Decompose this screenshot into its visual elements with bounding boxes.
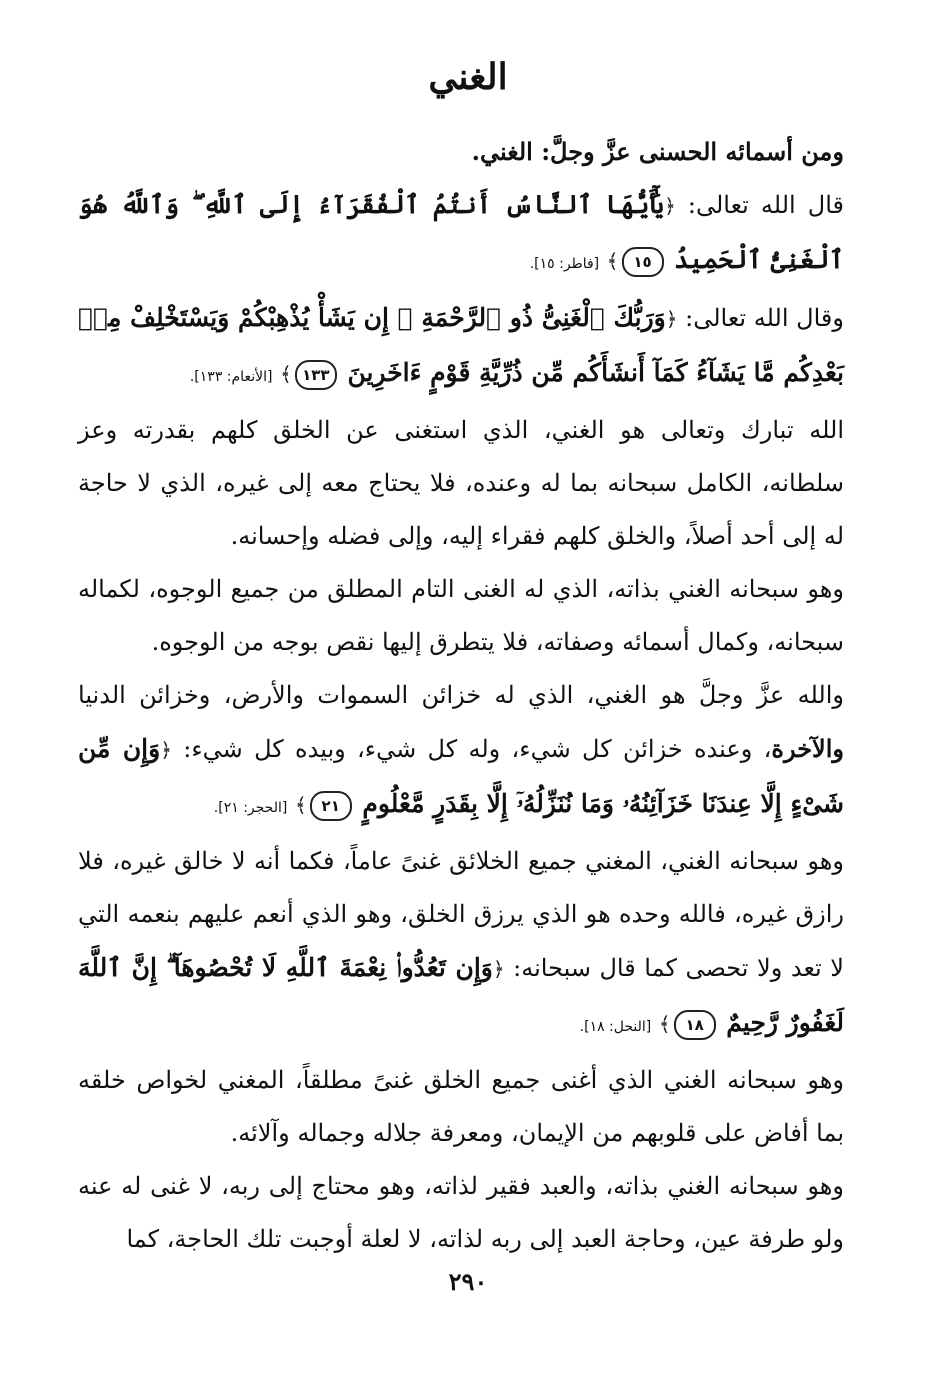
verse-number-badge: ١٣٣: [295, 360, 337, 390]
verse-number-badge: ١٥: [622, 247, 664, 277]
quote-fatir: [78, 178, 844, 291]
verse-reference: [فاطر: ١٥].: [529, 256, 600, 272]
paragraph-text: والله عزَّ وجلَّ هو الغني، الذي له خزائن السموات والأرض، وخزائن الدنيا: [78, 681, 844, 709]
page-number: ٢٩٠: [448, 1267, 488, 1296]
paragraph-1: الله تبارك وتعالى هو الغني، الذي استغنى عن الخلق كلهم بقدرته وعز سلطانه، الكامل سبحانه بما له وعنده، فلا يحتاج معه إلى غيره، الذي لا حاجة له إلى أحد أصلاً، والخلق كلهم فقراء إليه، وإلى فضله وإحسانه.: [78, 416, 844, 550]
ornate-bracket-open: ﴿: [160, 738, 172, 762]
paragraph-text: ، وعنده خزائن كل شيء، وله كل شيء، وبيده كل شيء:: [183, 735, 772, 763]
quran-verse: وَإِن تَعُدُّوا۟ نِعْمَةَ ٱللَّهِ لَا تُحْصُوهَآ ۗ إِنَّ ٱللَّهَ لَغَفُورٌ رَّحِيمٌ: [78, 953, 844, 1037]
ornate-bracket-open: ﴿: [492, 957, 505, 981]
bold-word: والآخرة: [771, 734, 844, 763]
quote-anam: [78, 291, 844, 404]
verse-reference: [النحل: ١٨].: [579, 1019, 652, 1035]
verse-number-badge: ٢١: [310, 791, 352, 821]
quote-lead: قال الله تعالى:: [687, 191, 844, 219]
intro-line: ومن أسمائه الحسنى عزَّ وجلَّ: الغني.: [471, 137, 844, 166]
verse-reference: [الحجر: ٢١].: [213, 800, 288, 816]
quran-verse: يَٰٓأَيُّهَا ٱلنَّاسُ أَنتُمُ ٱلْفُقَرَآءُ إِلَى ٱللَّهِ ۖ وَٱللَّهُ هُوَ ٱلْغَنِىُّ ٱلْحَمِيدُ: [78, 190, 844, 274]
ornate-bracket-close: ﴾: [280, 362, 292, 386]
paragraph-2: وهو سبحانه الغني بذاته، الذي له الغنى التام المطلق من جميع الوجوه، لكماله سبحانه، وكمال أسمائه وصفاته، فلا يتطرق إليها نقص بوجه من الوجوه.: [78, 575, 844, 656]
paragraph-text: وهو سبحانه الغني، المغني جميع الخلائق غنىً عاماً، فكما أنه لا خالق غيره، فلا رازق غيره، فالله وحده هو الذي يرزق الخلق، وهو الذي أنعم عليهم بنعمه التي لا تعد ولا تحصى كما قال سبحانه:: [78, 847, 845, 982]
ornate-bracket-open: ﴿: [665, 307, 678, 331]
ornate-bracket-open: ﴿: [664, 194, 676, 218]
paragraph-4: [78, 835, 844, 1054]
paragraph-5: وهو سبحانه الغني الذي أغنى جميع الخلق غنىً مطلقاً، المغني لخواص خلقه بما أفاض على قلوبهم من الإيمان، ومعرفة جلاله وجماله وآلائه.: [78, 1066, 844, 1147]
page-body: [78, 125, 844, 1266]
paragraph-6: وهو سبحانه الغني بذاته، والعبد فقير لذاته، وهو محتاج إلى ربه، لا غنى له عنه ولو طرفة عين، وحاجة العبد إلى ربه لذاته، لا لعلة أوجبت تلك الحاجة، كما: [78, 1172, 844, 1253]
quran-verse: وَإِن مِّن شَىْءٍ إِلَّا عِندَنَا خَزَآئِنُهُۥ وَمَا نُنَزِّلُهُۥٓ إِلَّا بِقَدَرٍ مَّعْلُومٍ: [78, 734, 844, 818]
paragraph-3: [78, 669, 844, 835]
ornate-bracket-close: ﴾: [294, 793, 307, 817]
quran-verse: وَرَبُّكَ ٱلْغَنِىُّ ذُو ٱلرَّحْمَةِ ۚ إِن يَشَأْ يُذْهِبْكُمْ وَيَسْتَخْلِفْ مِنۢ بَعْدِكُم مَّا يَشَآءُ كَمَآ أَنشَأَكُم مِّن ذُرِّيَّةِ قَوْمٍ ءَاخَرِينَ: [78, 303, 844, 387]
verse-number-badge: ١٨: [674, 1010, 716, 1040]
page-title: الغني: [428, 56, 508, 98]
quote-lead: وقال الله تعالى:: [685, 304, 844, 332]
verse-reference: [الأنعام: ١٣٣].: [189, 369, 273, 385]
ornate-bracket-close: ﴾: [658, 1012, 671, 1036]
ornate-bracket-close: ﴾: [606, 249, 619, 273]
